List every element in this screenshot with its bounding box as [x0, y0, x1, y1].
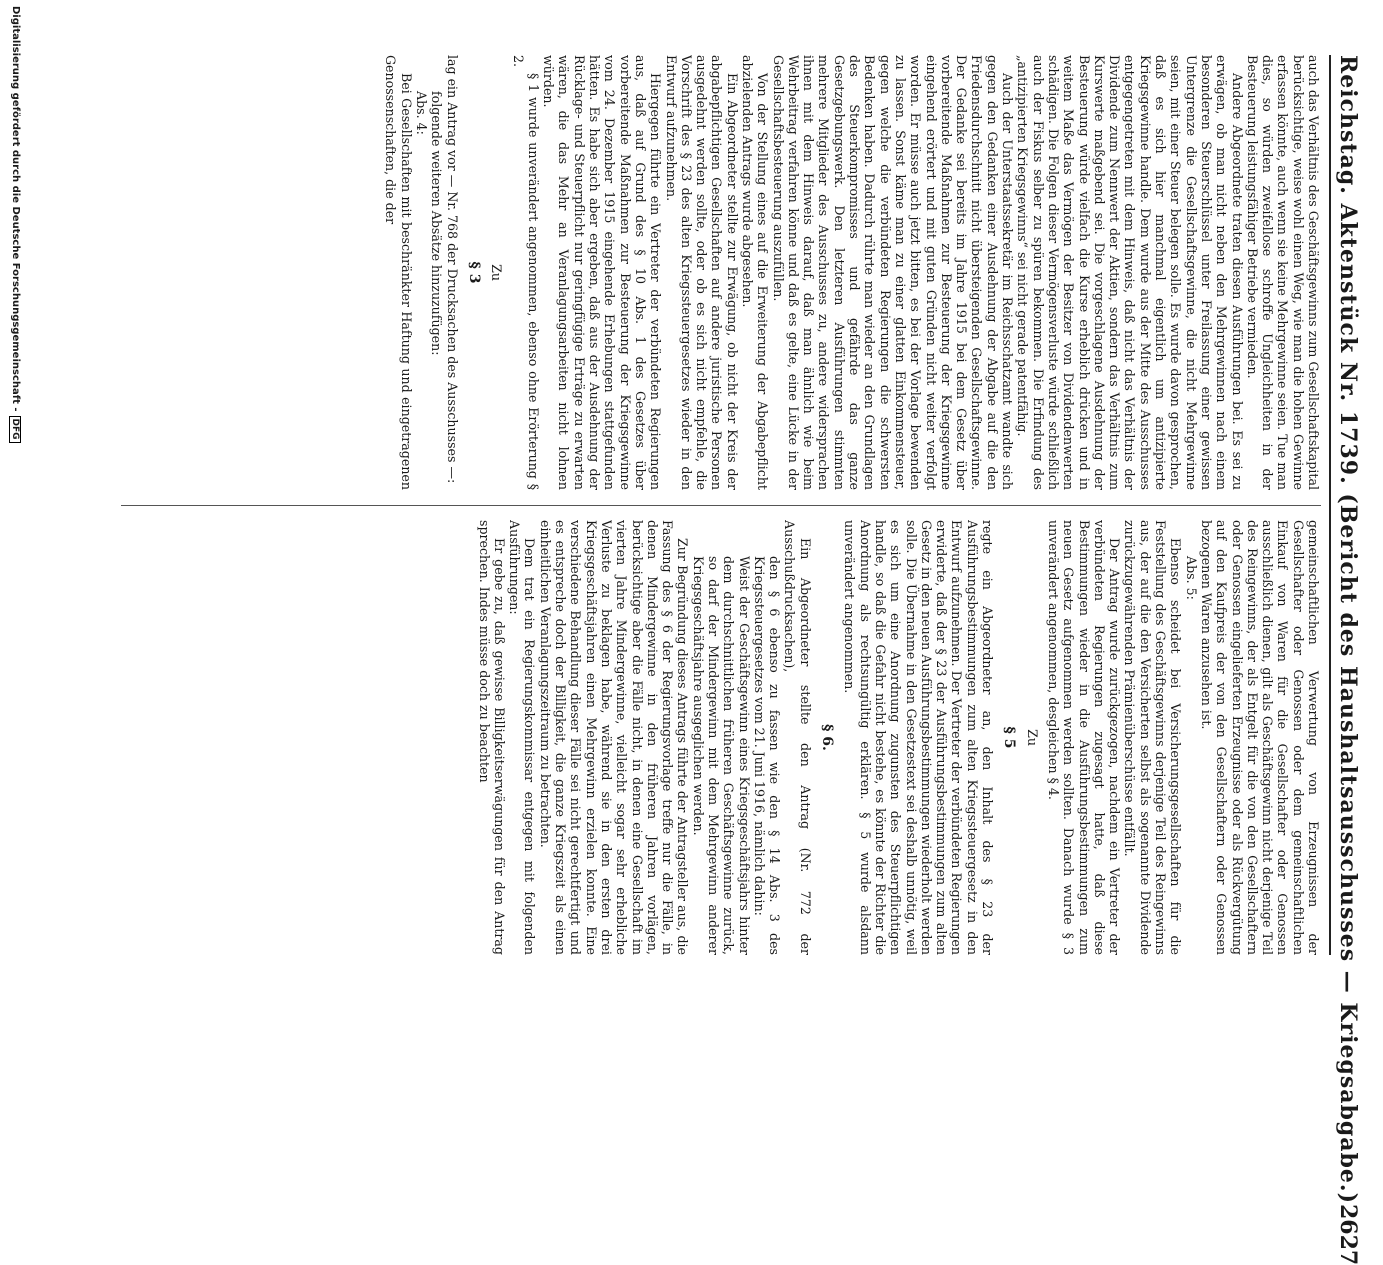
page-title: Reichstag. Aktenstück Nr. 1739. (Bericht des Haushaltsausschusses — Kriegsabgabe.)	[1335, 55, 1361, 1204]
paragraph: § 1 wurde unverändert angenommen, ebenso ohne Erörterung § 2.	[510, 55, 541, 490]
indented-paragraph: den § 6 ebenso zu fassen wie den § 14 Abs. 3 des Kriegssteuergesetzes vom 21. Juni 1916, nämlich dahin:	[751, 556, 783, 955]
section-heading: § 3	[465, 261, 482, 284]
paragraph: Hiergegen führte ein Vertreter der verbündeten Regierungen aus, daß auf Grund des § 10 Abs. 1 des Gesetzes über vorbereitende Maßnahmen zur Besteuerung der Kriegsgewinne vom 24. Dezember 1915 eingehende Erhebungen stattgefunden hätten. Es habe sich aber ergeben, daß aus der Ausdehnung der Rücklage- und Steuerpflicht nur geringfügige Erträge zu erwarten wären, die das Mehr an Veranlagungsarbeiten nicht lohnen würden.	[541, 55, 664, 490]
section-prefix: Zu	[489, 264, 505, 281]
dfg-logo: DFG	[9, 416, 21, 443]
digitization-credit	[9, 6, 21, 443]
paragraph: Von der Stellung eines auf die Erweiterung der Abgabepflicht abzielenden Antrags wurde abgesehen.	[740, 55, 771, 490]
paragraph: Ein Abgeordneter stellte zur Erwägung, ob nicht der Kreis der abgabepflichtigen Gesellschaften auf andere juristische Personen ausgedehnt werden sollte, oder ob es sich nicht empfehle, die Vorschrift des § 23 des alten Kriegssteuergesetzes wieder in den Entwurf aufzunehmen.	[663, 55, 740, 490]
left-column	[121, 55, 1321, 490]
paragraph: Andere Abgeordnete traten diesen Ausführungen bei. Es sei zu erwägen, ob man nicht neben den Mehrgewinnen nach einem besonderen Steuerschlüssel unter Freilassung einer gewissen Untergrenze die Gesellschaftsgewinne, die nicht Mehrgewinne seien, mit einer Steuer belegen solle. Es wurde davon gesprochen, daß es sich hier manchmal eigentlich um antizipierte Kriegsgewinne handle. Dem wurde aus der Mitte des Ausschusses entgegengetreten mit dem Hinweis, daß nicht das Verhältnis der Dividende zum Nennwert der Aktien, sondern das Verhältnis zum Kurswerte maßgebend sei. Die vorgeschlagene Ausdehnung der Besteuerung würde vielfach die Kurse erheblich drücken und in weitem Maße das Vermögen der Besitzer von Dividendenwerten schädigen. Die Folgen dieser Vermögensverluste würde schließlich auch der Fiskus selber zu spüren bekommen. Die Erfindung des „antizipierten Kriegsgewinns“ sei nicht gerade patentfähig.	[1015, 55, 1245, 490]
page-header	[1329, 55, 1375, 1265]
section-heading: § 5	[1001, 726, 1018, 749]
section-prefix: Zu	[1024, 729, 1040, 746]
section-heading: § 6.	[819, 724, 836, 751]
column-divider	[121, 505, 1321, 506]
paragraph: Bei Gesellschaften mit beschränkter Haftung und eingetragenen Genossenschaften, die der	[383, 55, 414, 490]
paragraph: gemeinschaftlichen Verwertung von Erzeugnissen der Gesellschafter oder Genossen oder dem gemeinschaftlichen Einkauf von Waren für die Gesellschafter oder Genossen ausschließlich dienen, gilt als Geschäftsgewinn nicht derjenige Teil des Reingewinns, der als Entgelt für die von den Gesellschaftern oder Genossen eingelieferten Erzeugnisse oder als Rückvergütung auf den Kaufpreis der von den Gesellschaftern oder Genossen bezogenen Waren anzusehen ist.	[1198, 520, 1321, 955]
indented-paragraph: Abs. 4:	[414, 91, 430, 135]
paragraph: Ein Abgeordneter stellte den Antrag (Nr. 772 der Ausschußdrucksachen),	[782, 520, 813, 955]
paragraph: regte ein Abgeordneter an, den Inhalt des § 23 der Ausführungsbestimmungen zum alten Kriegssteuergesetz in den Entwurf aufzunehmen. Der Vertreter der verbündeten Regierungen erwiderte, daß der § 23 der Ausführungsbestimmungen zum alten Gesetz in den neuen Ausführungsbestimmungen wiederholt werden solle. Die Übernahme in den Gesetzestext sei deshalb unnötig, weil es sich um eine Anordnung zugunsten des Steuerpflichtigen handle, so daß die Gefahr nicht bestehe, es könnte der Richter die Anordnung als rechtsungültig erklären. § 5 wurde alsdann unverändert angenommen.	[842, 520, 996, 955]
paragraph: Zur Begründung dieses Antrags führte der Antragsteller aus, die Fassung des § 6 der Regierungsvorlage treffe nur die Fälle, in denen Mindergewinne in den früheren Jahren vorlägen, berücksichtige aber die Fälle nicht, in denen eine Gesellschaft im vierten Jahre Mindergewinne, vielleicht sogar sehr erhebliche Verluste zu beklagen habe, während sie in den ersten drei Kriegsgeschäftsjahren einen Mehrgewinn erzielen konnte. Eine verschiedene Behandlung dieser Fälle sei nicht gerechtfertigt und es entspreche doch der Billigkeit, die ganze Kriegszeit als einen einheitlichen Veranlagungszeitraum zu betrachten.	[537, 520, 691, 955]
paragraph: auch das Verhältnis des Geschäftsgewinns zum Gesellschaftskapital berücksichtige, weise wohl einen Weg, wie man die hohen Gewinne erfassen könnte, auch wenn sie keine Mehrgewinne seien. Tue man dies, so würden zweifellose schroffe Ungleichheiten in der Besteuerung leistungsfähiger Betriebe vermieden.	[1244, 55, 1321, 490]
page-number: 2627	[1335, 1204, 1361, 1265]
paragraph: Auch der Unterstaatssekretär im Reichsschatzamt wandte sich gegen den Gedanken einer Ausdehnung der Abgabe auf die den Friedensdurchschnitt nicht übersteigenden Gesellschaftsgewinne. Der Gedanke sei bereits im Jahre 1915 bei dem Gesetz über vorbereitende Maßnahmen zur Besteuerung der Kriegsgewinne eingehend erörtert und mit guten Gründen nicht weiter verfolgt worden. Er müsse auch jetzt bitten, es bei der Vorlage bewenden zu lassen. Sonst käme man zu einer glatten Einkommensteuer, gegen welche die verbündeten Regierungen die schwersten Bedenken haben. Dadurch rührte man wieder an den Grundlagen des Steuerkompromisses und gefährde das ganze Gesetzgebungswerk. Den letzteren Ausführungen stimmten mehrere Mitglieder des Ausschusses zu, andere widersprachen ihnen mit dem Hinweis darauf, daß man ähnlich wie beim Wehrbeitrag verfahren könne und daß es gelte, eine Lücke in der Gesellschaftsbesteuerung auszufüllen.	[770, 55, 1016, 490]
paragraph: Dem trat ein Regierungskommissar entgegen mit folgenden Ausführungen:	[507, 520, 538, 955]
paragraph: lag ein Antrag vor — Nr. 768 der Drucksachen des Ausschusses —:	[444, 55, 460, 484]
indented-paragraph: Weist der Geschäftsgewinn eines Kriegsgeschäftsjahrs hinter dem durchschnittlichen früheren Geschäftsgewinne zurück, so darf der Mindergewinn mit dem Mehrgewinn anderer Kriegsgeschäftsjahre ausgeglichen werden.	[690, 556, 752, 955]
paragraph: Ebenso scheidet bei Versicherungsgesellschaften für die Feststellung des Geschäftsgewinns derjenige Teil des Reingewinns aus, der auf die den Versicherten selbst als sogenannte Dividende zurückzugewährenden Prämienüberschüsse entfällt.	[1122, 520, 1184, 955]
text-columns	[121, 55, 1321, 955]
indented-paragraph: Abs. 5:	[1183, 556, 1199, 600]
paragraph: Der Antrag wurde zurückgezogen, nachdem ein Vertreter der verbündeten Regierungen zugesagt hatte, daß diese Bestimmungen wieder in die Ausführungsbestimmungen zum neuen Gesetz aufgenommen werden sollten. Danach wurde § 3 unverändert angenommen, desgleichen § 4.	[1045, 520, 1123, 955]
indented-paragraph: folgende weiteren Absätze hinzuzufügen:	[429, 91, 445, 356]
right-column	[121, 520, 1321, 955]
paragraph: Er gebe zu, daß gewisse Billigkeitserwägungen für den Antrag sprechen. Indes müsse doch zu beachten	[476, 520, 507, 955]
credit-text: Digitalisierung gefördert durch die Deutsche Forschungsgemeinschaft -	[10, 6, 21, 412]
